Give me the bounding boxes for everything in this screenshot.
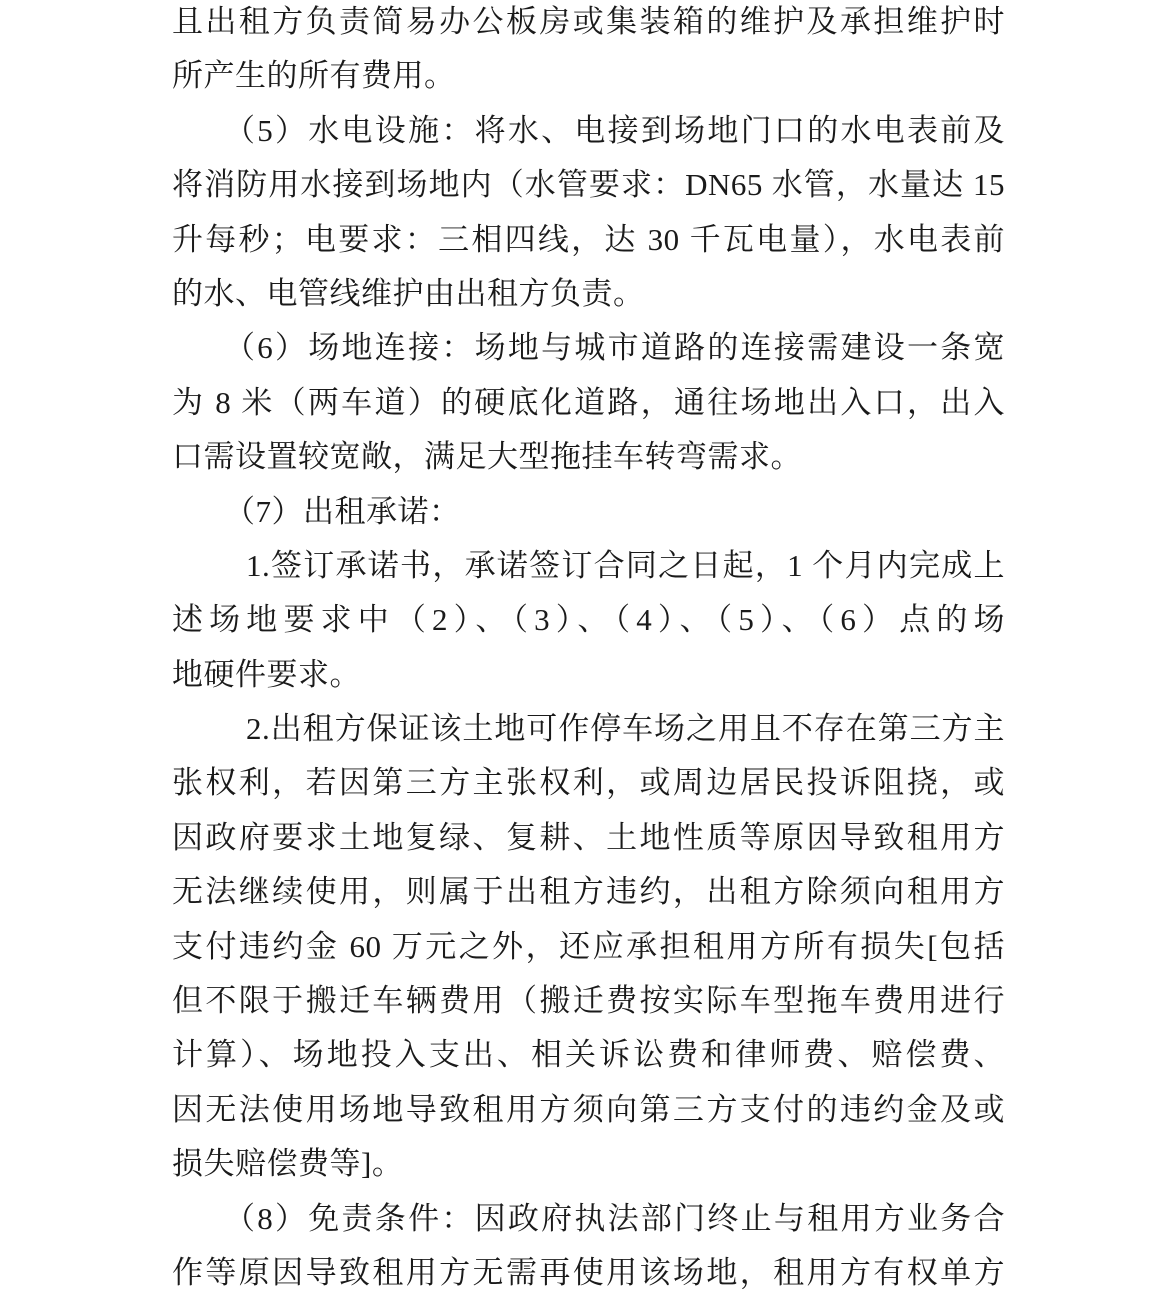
text-line: 且出租方负责简易办公板房或集装箱的维护及承担维护时 <box>172 4 1005 39</box>
text-line: 因无法使用场地导致租用方须向第三方支付的违约金及或 <box>172 1091 1005 1127</box>
text-line: 所产生的所有费用。 <box>172 58 456 94</box>
text-line: 但不限于搬迁车辆费用（搬迁费按实际车型拖车费用进行 <box>172 983 1005 1019</box>
text-line: 因政府要求土地复绿、复耕、土地性质等原因导致租用方 <box>172 819 1005 855</box>
text-line-clause-6: （6）场地连接：场地与城市道路的连接需建设一条宽 <box>224 330 1005 366</box>
text-line: 口需设置较宽敞，满足大型拖挂车转弯需求。 <box>172 439 802 475</box>
text-line: 的水、电管线维护由出租方负责。 <box>172 275 645 311</box>
text-line-clause-7: （7）出租承诺： <box>224 493 461 529</box>
text-line-item-2: 2.出租方保证该土地可作停车场之用且不存在第三方主 <box>246 711 1005 747</box>
text-line: 张权利，若因第三方主张权利，或周边居民投诉阻挠，或 <box>172 765 1005 801</box>
text-line: 将消防用水接到场地内（水管要求：DN65 水管，水量达 15 <box>172 167 1005 203</box>
text-line: 地硬件要求。 <box>172 656 361 692</box>
text-line: 计算）、场地投入支出、相关诉讼费和律师费、赔偿费、 <box>172 1037 1005 1073</box>
text-line: 损失赔偿费等]。 <box>172 1146 404 1182</box>
text-line-clause-5: （5）水电设施：将水、电接到场地门口的水电表前及 <box>224 112 1005 148</box>
text-line: 支付违约金 60 万元之外，还应承担租用方所有损失[包括 <box>172 928 1005 964</box>
text-line: 作等原因导致租用方无需再使用该场地，租用方有权单方 <box>172 1254 1005 1290</box>
document-text-block <box>172 0 1005 1298</box>
text-line-item-1: 1.签订承诺书，承诺签订合同之日起，1 个月内完成上 <box>246 547 1005 583</box>
text-line: 无法继续使用，则属于出租方违约，出租方除须向租用方 <box>172 874 1005 910</box>
text-line: 述场地要求中（2）、（3）、（4）、（5）、（6）点的场 <box>172 602 1005 638</box>
text-line-clause-8: （8）免责条件：因政府执法部门终止与租用方业务合 <box>224 1200 1005 1236</box>
text-line: 为 8 米（两车道）的硬底化道路，通往场地出入口，出入 <box>172 384 1005 420</box>
text-line: 升每秒；电要求：三相四线，达 30 千瓦电量），水电表前 <box>172 221 1005 257</box>
